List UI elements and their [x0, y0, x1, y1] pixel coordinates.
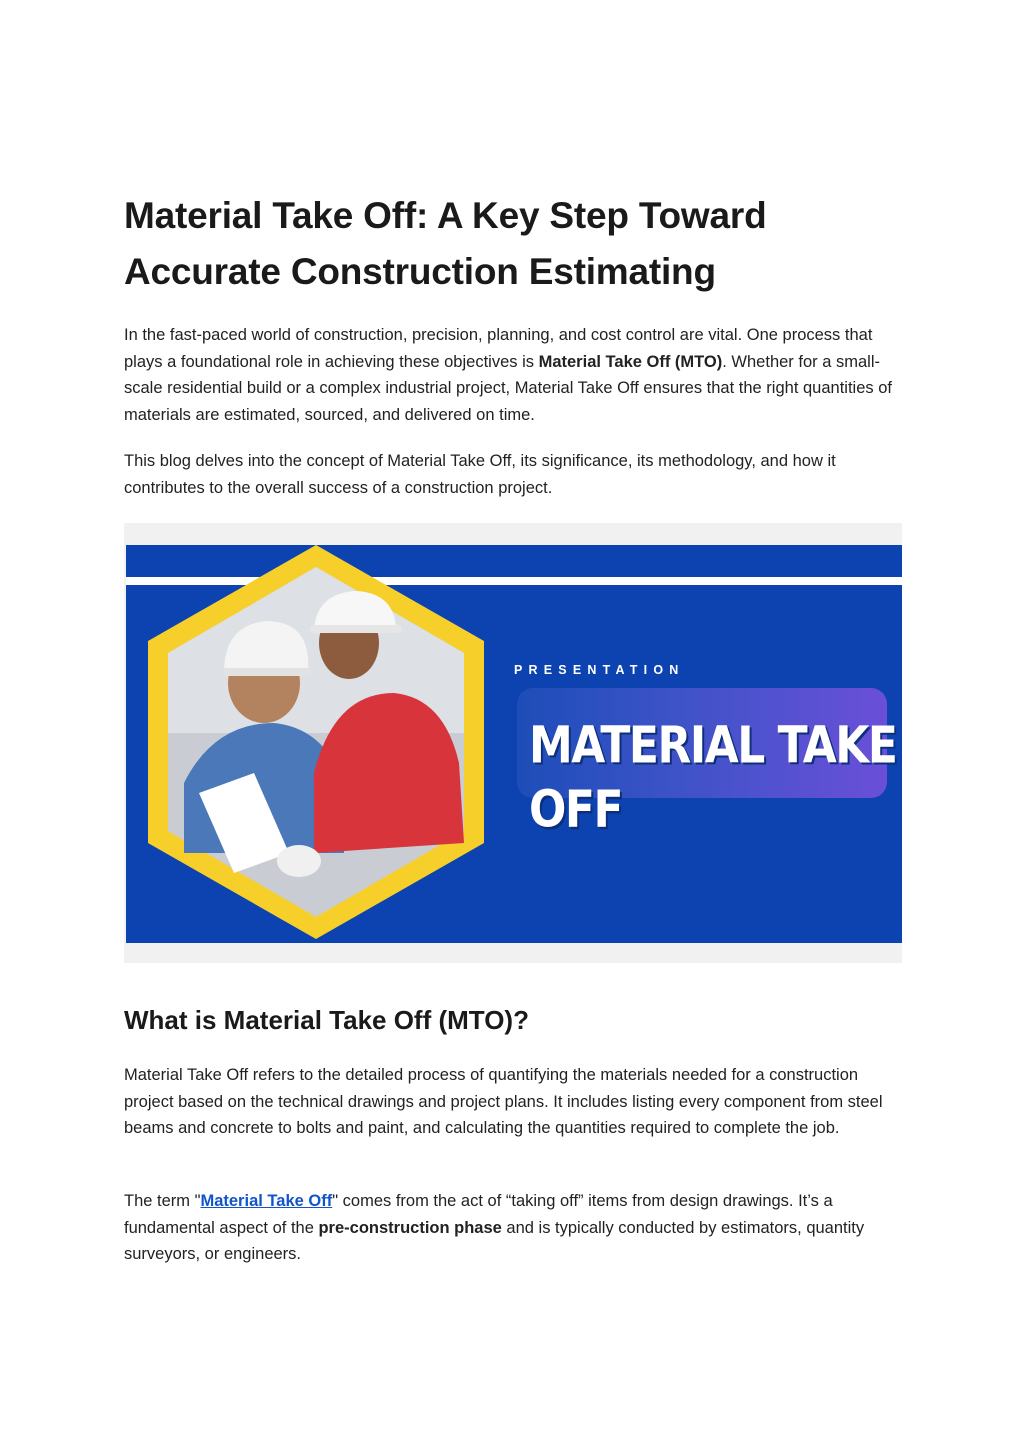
intro-bold-mto: Material Take Off (MTO)	[538, 352, 723, 371]
term-origin-paragraph	[124, 1188, 902, 1268]
article-title: Material Take Off: A Key Step Toward Accurate Construction Estimating	[124, 195, 767, 292]
banner-top-stripe	[126, 545, 902, 577]
glove	[277, 845, 321, 877]
term-text-3: and is typically conducted by estimators, quantity surveyors, or engineers.	[124, 1218, 865, 1263]
banner-image	[124, 523, 902, 963]
banner-headline: MATERIAL TAKE OFF	[529, 716, 897, 840]
section-heading-what-is-mto: What is Material Take Off (MTO)?	[124, 1005, 529, 1035]
banner-label: PRESENTATION	[514, 663, 685, 677]
intro-text-2: . Whether for a small-scale residential build or a complex industrial project, Material Take Off ensures that the right quantities of materials are estimated, sourced, and delivered on time.	[124, 352, 892, 424]
material-take-off-link[interactable]: Material Take Off	[200, 1192, 333, 1210]
term-text-2: " comes from the act of “taking off” items from design drawings. It’s a fundamental aspect of the	[124, 1192, 833, 1237]
blog-summary-paragraph: This blog delves into the concept of Material Take Off, its significance, its methodology, and how it contributes to the overall success of a construction project.	[124, 452, 836, 497]
definition-paragraph: Material Take Off refers to the detailed process of quantifying the materials needed for a construction project based on the technical drawings and project plans. It includes listing every component from steel beams and concrete to bolts and paint, and calculating the quantities required to complete the job.	[124, 1066, 883, 1137]
intro-paragraph	[124, 322, 902, 428]
term-text-1: The term "	[124, 1192, 201, 1210]
intro-text-1: In the fast-paced world of construction, precision, planning, and cost control are vital. One process that plays a foundational role in achieving these objectives is	[124, 326, 873, 371]
banner-headline-box	[517, 688, 897, 840]
pre-construction-bold: pre-construction phase	[318, 1218, 502, 1237]
